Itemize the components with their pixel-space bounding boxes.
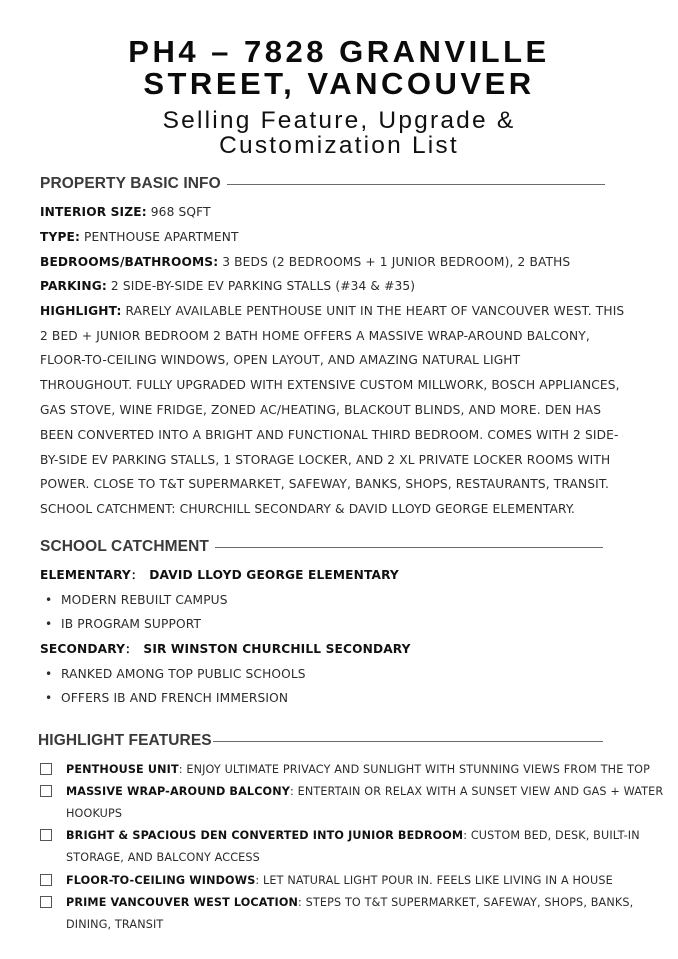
info-label: PARKING: <box>40 279 107 293</box>
info-value: 2 SIDE-BY-SIDE EV PARKING STALLS (#34 & #35) <box>106 279 416 293</box>
school-elementary <box>40 568 399 583</box>
info-value: PENTHOUSE APARTMENT <box>80 230 239 244</box>
point-text: MODERN REBUILT CAMPUS <box>61 593 228 607</box>
info-parking <box>40 279 415 294</box>
heading-rule <box>215 547 603 548</box>
bullet-icon: • <box>45 617 53 631</box>
feature-item <box>66 873 613 888</box>
bullet-icon: • <box>45 667 53 681</box>
feature-item <box>66 762 650 777</box>
feature-title: FLOOR-TO-CEILING WINDOWS <box>66 874 256 887</box>
feature-item <box>66 828 640 843</box>
feature-checkbox[interactable] <box>40 874 52 886</box>
highlight-line: BY-SIDE EV PARKING STALLS, 1 STORAGE LOCKER, AND 2 XL PRIVATE LOCKER ROOMS WITH <box>40 453 611 467</box>
feature-text: : LET NATURAL LIGHT POUR IN. FEELS LIKE LIVING IN A HOUSE <box>255 874 613 887</box>
section-heading-basic-info <box>40 175 605 193</box>
title-line-2: STREET, VANCOUVER <box>143 66 535 101</box>
highlight-line: FLOOR-TO-CEILING WINDOWS, OPEN LAYOUT, AND AMAZING NATURAL LIGHT <box>40 353 521 367</box>
highlight-line: RARELY AVAILABLE PENTHOUSE UNIT IN THE HEART OF VANCOUVER WEST. THIS <box>121 304 625 318</box>
feature-title: PENTHOUSE UNIT <box>66 763 179 776</box>
section-title: SCHOOL CATCHMENT <box>40 538 209 555</box>
school-name: SIR WINSTON CHURCHILL SECONDARY <box>143 642 411 656</box>
section-title: PROPERTY BASIC INFO <box>40 175 221 192</box>
school-label: ELEMENTARY： <box>40 568 144 582</box>
highlight-line: SCHOOL CATCHMENT: CHURCHILL SECONDARY & DAVID LLOYD GEORGE ELEMENTARY. <box>40 502 576 516</box>
info-value: 3 BEDS (2 BEDROOMS + 1 JUNIOR BEDROOM), 2 BATHS <box>218 255 571 269</box>
point-text: RANKED AMONG TOP PUBLIC SCHOOLS <box>61 667 306 681</box>
highlight-line: THROUGHOUT. FULLY UPGRADED WITH EXTENSIVE CUSTOM MILLWORK, BOSCH APPLIANCES, <box>40 378 620 392</box>
feature-title: PRIME VANCOUVER WEST LOCATION <box>66 896 299 909</box>
info-label: BEDROOMS/BATHROOMS: <box>40 255 219 269</box>
bullet-icon: • <box>45 593 53 607</box>
info-bedrooms <box>40 255 570 270</box>
feature-text-continued: HOOKUPS <box>66 807 123 820</box>
subtitle-line-1: Selling Feature, Upgrade & <box>162 107 516 134</box>
info-type <box>40 230 239 245</box>
feature-item <box>66 784 663 799</box>
school-point <box>45 667 306 682</box>
school-point <box>45 617 201 632</box>
point-text: OFFERS IB AND FRENCH IMMERSION <box>61 691 289 705</box>
info-label: INTERIOR SIZE: <box>40 205 147 219</box>
feature-text-continued: STORAGE, AND BALCONY ACCESS <box>66 851 260 864</box>
document-title <box>0 36 678 100</box>
feature-title: BRIGHT & SPACIOUS DEN CONVERTED INTO JUNIOR BEDROOM <box>66 829 464 842</box>
section-title: HIGHLIGHT FEATURES <box>38 732 212 749</box>
feature-title: MASSIVE WRAP-AROUND BALCONY <box>66 785 290 798</box>
title-line-1: PH4 – 7828 GRANVILLE <box>128 34 550 69</box>
school-point <box>45 691 288 706</box>
feature-text: : STEPS TO T&T SUPERMARKET, SAFEWAY, SHOPS, BANKS, <box>298 896 634 909</box>
highlight-line: 2 BED + JUNIOR BEDROOM 2 BATH HOME OFFERS A MASSIVE WRAP-AROUND BALCONY, <box>40 329 590 343</box>
feature-text: : ENJOY ULTIMATE PRIVACY AND SUNLIGHT WITH STUNNING VIEWS FROM THE TOP <box>178 763 650 776</box>
feature-checkbox[interactable] <box>40 785 52 797</box>
highlight-line: GAS STOVE, WINE FRIDGE, ZONED AC/HEATING, BLACKOUT BLINDS, AND MORE. DEN HAS <box>40 403 602 417</box>
feature-text: : ENTERTAIN OR RELAX WITH A SUNSET VIEW AND GAS + WATER <box>289 785 664 798</box>
info-interior-size <box>40 205 211 220</box>
info-label: HIGHLIGHT: <box>40 304 122 318</box>
section-heading-school <box>40 538 603 556</box>
highlight-line: POWER. CLOSE TO T&T SUPERMARKET, SAFEWAY, BANKS, SHOPS, RESTAURANTS, TRANSIT. <box>40 477 610 491</box>
feature-checkbox[interactable] <box>40 763 52 775</box>
info-value: 968 SQFT <box>146 205 211 219</box>
feature-checkbox[interactable] <box>40 829 52 841</box>
point-text: IB PROGRAM SUPPORT <box>61 617 202 631</box>
subtitle-line-2: Customization List <box>219 132 459 159</box>
school-name: DAVID LLOYD GEORGE ELEMENTARY <box>149 568 399 582</box>
feature-item <box>66 895 633 910</box>
feature-text-continued: DINING, TRANSIT <box>66 918 164 931</box>
school-secondary <box>40 642 411 657</box>
school-label: SECONDARY： <box>40 642 138 656</box>
section-heading-features <box>38 732 603 750</box>
info-highlight <box>40 304 624 319</box>
highlight-line: BEEN CONVERTED INTO A BRIGHT AND FUNCTIONAL THIRD BEDROOM. COMES WITH 2 SIDE- <box>40 428 619 442</box>
feature-text: : CUSTOM BED, DESK, BUILT-IN <box>463 829 640 842</box>
heading-rule <box>213 741 603 742</box>
school-point <box>45 593 228 608</box>
heading-rule <box>227 184 605 185</box>
info-label: TYPE: <box>40 230 81 244</box>
bullet-icon: • <box>45 691 53 705</box>
feature-checkbox[interactable] <box>40 896 52 908</box>
document-subtitle <box>0 108 678 158</box>
